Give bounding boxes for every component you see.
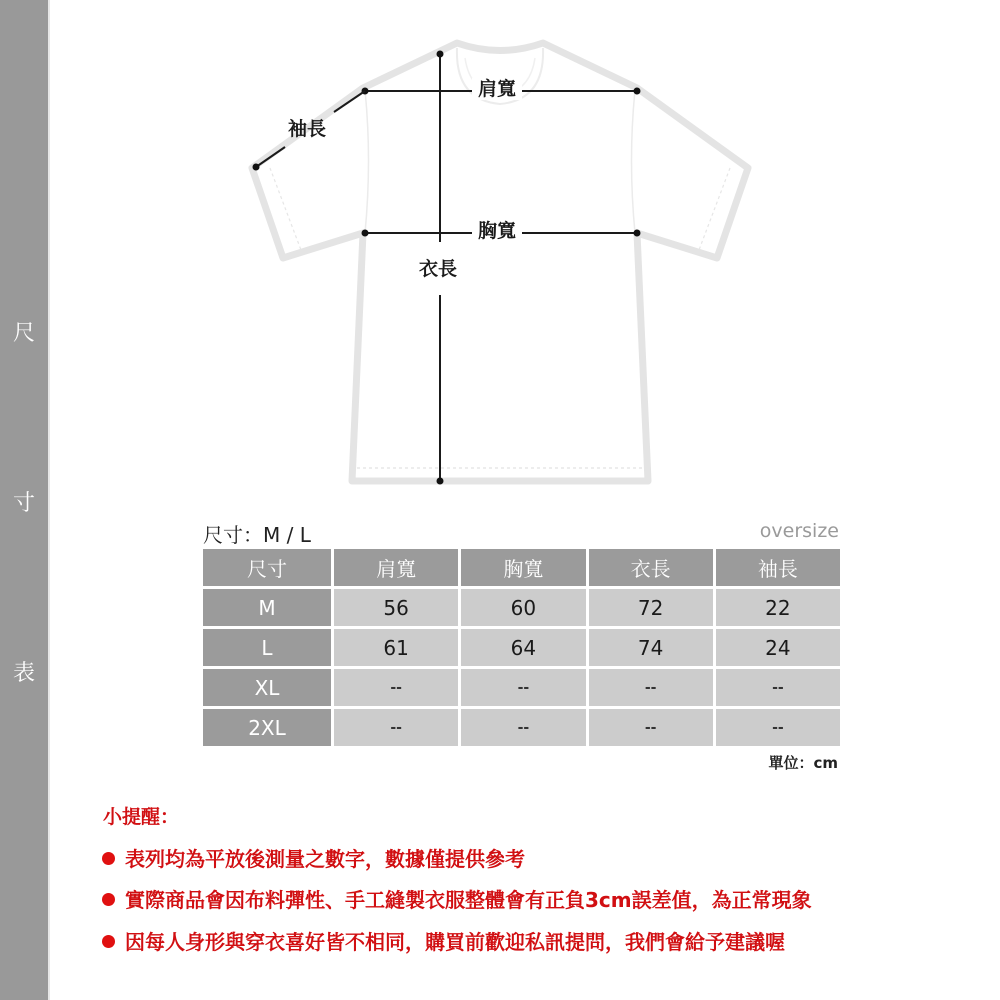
table-cell: 60: [461, 589, 585, 626]
size-table: [200, 546, 843, 749]
bullet-icon: [102, 935, 115, 948]
table-cell: --: [334, 709, 458, 746]
table-cell: --: [461, 669, 585, 706]
table-cell: --: [716, 709, 840, 746]
table-row: [203, 589, 840, 626]
size-title: 尺寸：M / L: [203, 523, 311, 547]
table-cell: 24: [716, 629, 840, 666]
table-cell: 74: [589, 629, 713, 666]
tip-item: [102, 884, 812, 913]
table-cell: --: [461, 709, 585, 746]
tip-item: [102, 843, 525, 872]
table-cell: --: [716, 669, 840, 706]
tip-text: 實際商品會因布料彈性、手工縫製衣服整體會有正負3cm誤差值，為正常現象: [125, 888, 812, 912]
row-size-label: XL: [203, 669, 331, 706]
row-size-label: 2XL: [203, 709, 331, 746]
label-shoulder-width: 肩寬: [472, 78, 522, 100]
column-header: 袖長: [716, 549, 840, 586]
column-header: 肩寬: [334, 549, 458, 586]
table-header-row: [203, 549, 840, 586]
column-header: 尺寸: [203, 549, 331, 586]
table-row: [203, 669, 840, 706]
tips-title: 小提醒：: [103, 806, 180, 828]
table-row: [203, 629, 840, 666]
table-cell: 61: [334, 629, 458, 666]
bullet-icon: [102, 852, 115, 865]
table-cell: 64: [461, 629, 585, 666]
table-cell: 72: [589, 589, 713, 626]
sidebar-char-1: 尺: [12, 321, 35, 346]
tip-item: [102, 926, 785, 955]
unit-label: 單位：cm: [768, 754, 838, 772]
column-header: 衣長: [589, 549, 713, 586]
label-sleeve-length: 袖長: [288, 118, 327, 140]
label-chest-width: 胸寬: [472, 220, 522, 242]
fit-note: oversize: [759, 520, 839, 542]
label-body-length: 衣長: [419, 258, 458, 280]
row-size-label: M: [203, 589, 331, 626]
table-cell: --: [589, 709, 713, 746]
table-cell: 56: [334, 589, 458, 626]
tip-text: 表列均為平放後測量之數字，數據僅提供參考: [125, 847, 525, 871]
table-cell: 22: [716, 589, 840, 626]
row-size-label: L: [203, 629, 331, 666]
sidebar-char-3: 表: [12, 661, 35, 686]
bullet-icon: [102, 893, 115, 906]
table-row: [203, 709, 840, 746]
tip-text: 因每人身形與穿衣喜好皆不相同，購買前歡迎私訊提問，我們會給予建議喔: [125, 930, 785, 954]
sidebar-char-2: 寸: [12, 491, 35, 516]
column-header: 胸寬: [461, 549, 585, 586]
table-cell: --: [334, 669, 458, 706]
table-cell: --: [589, 669, 713, 706]
